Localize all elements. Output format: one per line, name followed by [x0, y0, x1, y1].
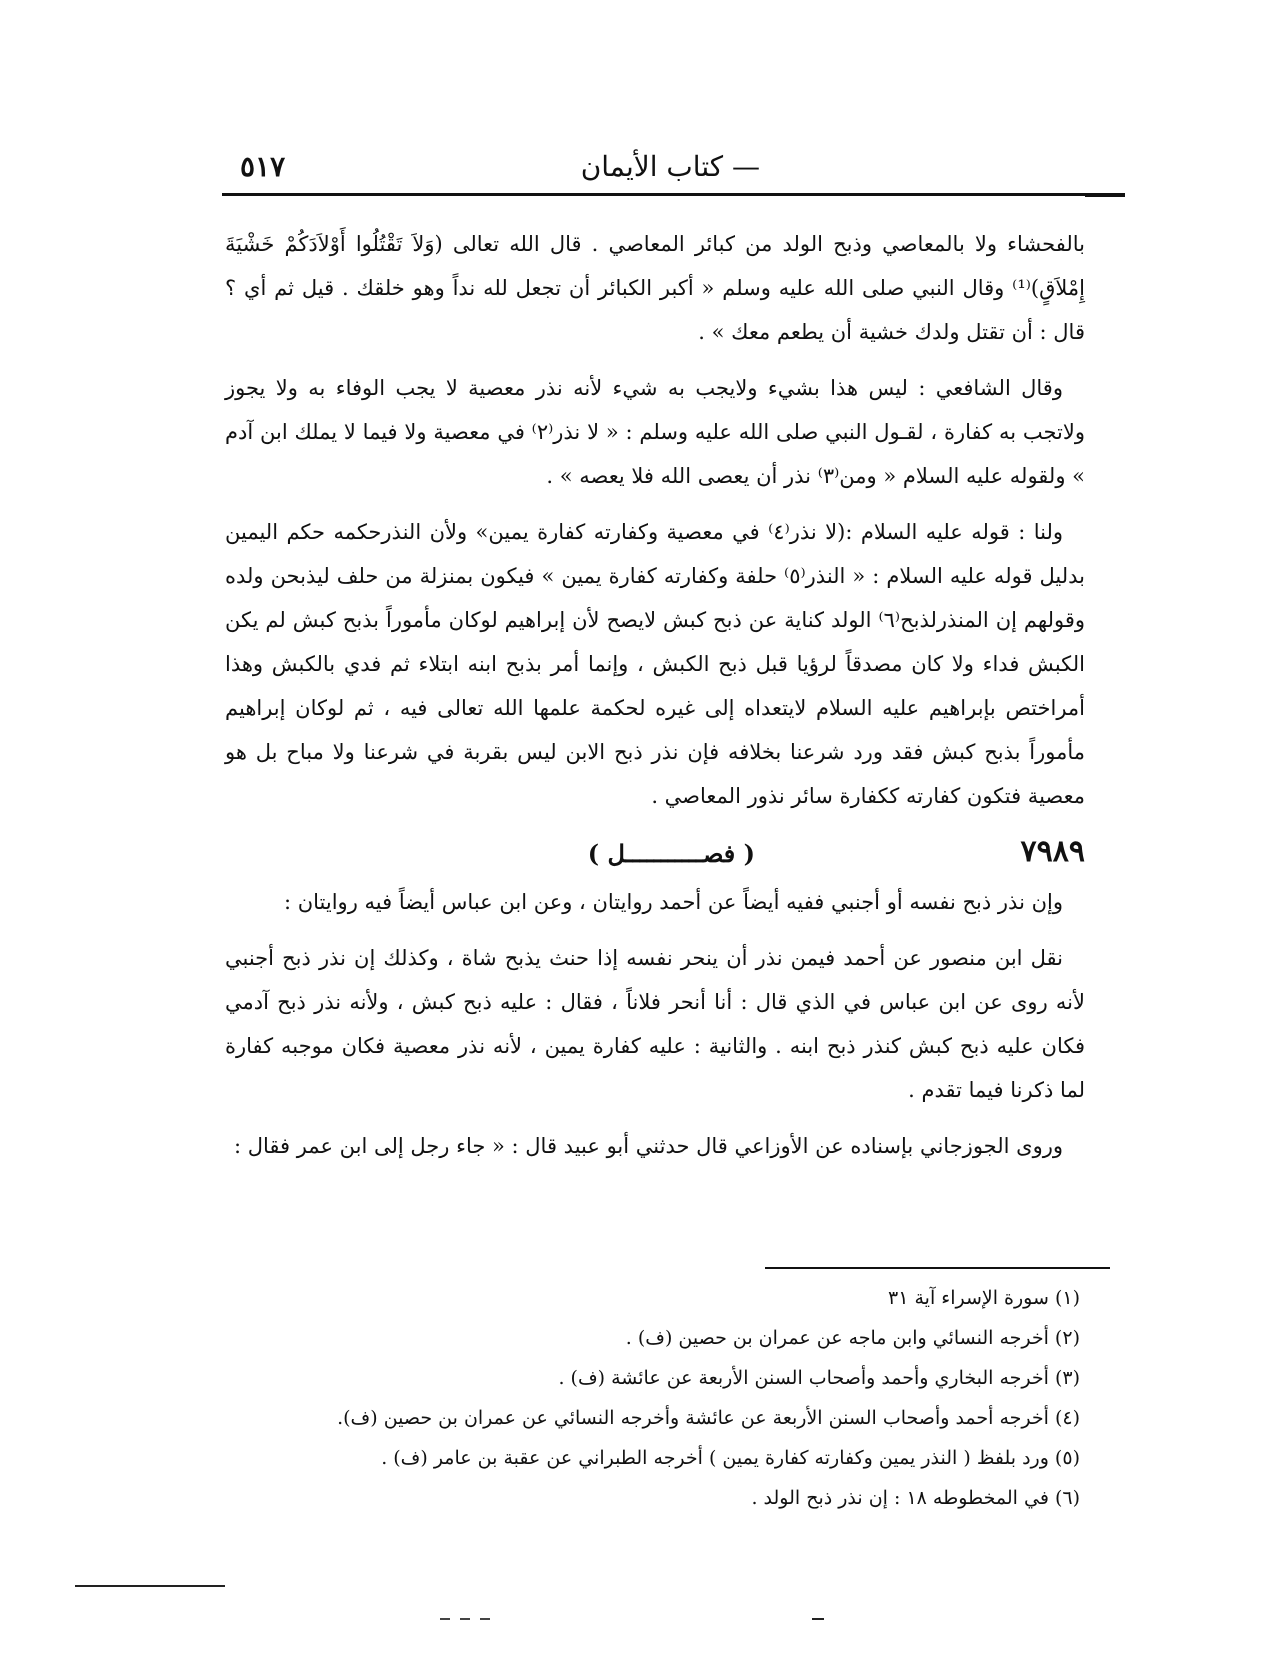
- paragraph: وروى الجوزجاني بإسناده عن الأوزاعي قال حدثني أبو عبيد قال : « جاء رجل إلى ابن عمر فقال :: [233, 1134, 1063, 1158]
- scan-mark: [440, 1618, 500, 1620]
- paragraph: نقل ابن منصور عن أحمد فيمن نذر أن ينحر نفسه إذا حنث يذبح شاة ، وكذلك إن نذر ذبح أجنبي لأنه روى عن ابن عباس في الذي قال : أنا أنحر فلاناً ، فقال : عليه ذبح كبش ، ولأنه نذر ذبح آدمي فكان عليه ذبح كبش كنذر ذبح ابنه . والثانية : عليه كفارة يمين ، لأنه نذر معصية فكان موجبه كفارة لما ذكرنا فيما تقدم .: [225, 946, 1085, 1102]
- section-number: ٧٩٨٩: [1020, 834, 1085, 869]
- footnote: (٢) أخرجه النسائي وابن ماجه عن عمران بن حصين (ف) .: [625, 1327, 1080, 1349]
- scan-mark: [812, 1618, 824, 1620]
- footnote: (٤) أخرجه أحمد وأصحاب السنن الأربعة عن عائشة وأخرجه النسائي عن عمران بن حصين (ف).: [337, 1407, 1080, 1429]
- paragraph: ولنا : قوله عليه السلام :(لا نذر⁽٤⁾ في معصية وكفارته كفارة يمين» ولأن النذرحكمه حكم اليمين بدليل قوله عليه السلام : « النذر⁽٥⁾ حلفة وكفارته كفارة يمين » فيكون بمنزلة من حلف ليذبحن ولده وقولهم إن المنذرلذبح⁽٦⁾ الولد كناية عن ذبح كبش لايصح لأن إبراهيم لوكان مأموراً بذبح كبش لم يكن الكبش فداء ولا كان مصدقاً لرؤيا قبل ذبح الكبش ، وإنما أمر بذبح ابنه ابتلاء ثم فدي بالكبش وهذا أمراختص بإبراهيم عليه السلام لايتعداه إلى غيره لحكمة علمها الله تعالى فيه ، ثم لوكان إبراهيم مأموراً بذبح كبش فقد ورد شرعنا بخلافه فإن نذر ذبح الابن ليس بقربة في شرعنا ولا مباح بل هو معصية فتكون كفارته ككفارة سائر نذور المعاصي .: [225, 520, 1086, 808]
- section-heading: [225, 830, 1085, 876]
- footnote-separator: [765, 1267, 1110, 1269]
- paragraph: وإن نذر ذبح نفسه أو أجنبي ففيه أيضاً عن أحمد روايتان ، وعن ابن عباس أيضاً فيه روايتان :: [283, 890, 1063, 914]
- running-title: — كتاب الأيمان: [580, 150, 760, 183]
- footnote: (٣) أخرجه البخاري وأحمد وأصحاب السنن الأربعة عن عائشة (ف) .: [558, 1367, 1080, 1389]
- paragraph: بالفحشاء ولا بالمعاصي وذبح الولد من كبائر المعاصي . قال الله تعالى (وَلاَ تَقْتُلُوا أَوْلاَدَكُمْ خَشْيَةَ إِمْلاَقٍ)⁽¹⁾ وقال النبي صلى الله عليه وسلم « أكبر الكبائر أن تجعل لله نداً وهو خلقك . قيل ثم أي ؟ قال : أن تقتل ولدك خشية أن يطعم معك » .: [225, 232, 1085, 344]
- page-header: [240, 150, 1100, 190]
- section-title: ( فصـــــــــــل ): [587, 839, 755, 868]
- footnote: (٥) ورد بلفظ ( النذر يمين وكفارته كفارة يمين ) أخرجه الطبراني عن عقبة بن عامر (ف) .: [381, 1447, 1080, 1469]
- footnote: (١) سورة الإسراء آية ٣١: [888, 1287, 1080, 1309]
- main-text: [225, 222, 1085, 1180]
- scan-mark: [75, 1585, 225, 1587]
- header-rule-tail: [1085, 193, 1125, 197]
- paragraph: وقال الشافعي : ليس هذا بشيء ولايجب به شيء لأنه نذر معصية لا يجب الوفاء به ولا يجوز ولاتجب به كفارة ، لقـول النبي صلى الله عليه وسلم : « لا نذر⁽٢⁾ في معصية ولا فيما لا يملك ابن آدم » ولقوله عليه السلام « ومن⁽٣⁾ نذر أن يعصى الله فلا يعصه » .: [225, 376, 1085, 488]
- header-rule: [222, 193, 1117, 196]
- footnote: (٦) في المخطوطه ١٨ : إن نذر ذبح الولد .: [751, 1487, 1080, 1509]
- footnotes-list: [225, 1278, 1085, 1518]
- page-number: ٥١٧: [240, 150, 286, 183]
